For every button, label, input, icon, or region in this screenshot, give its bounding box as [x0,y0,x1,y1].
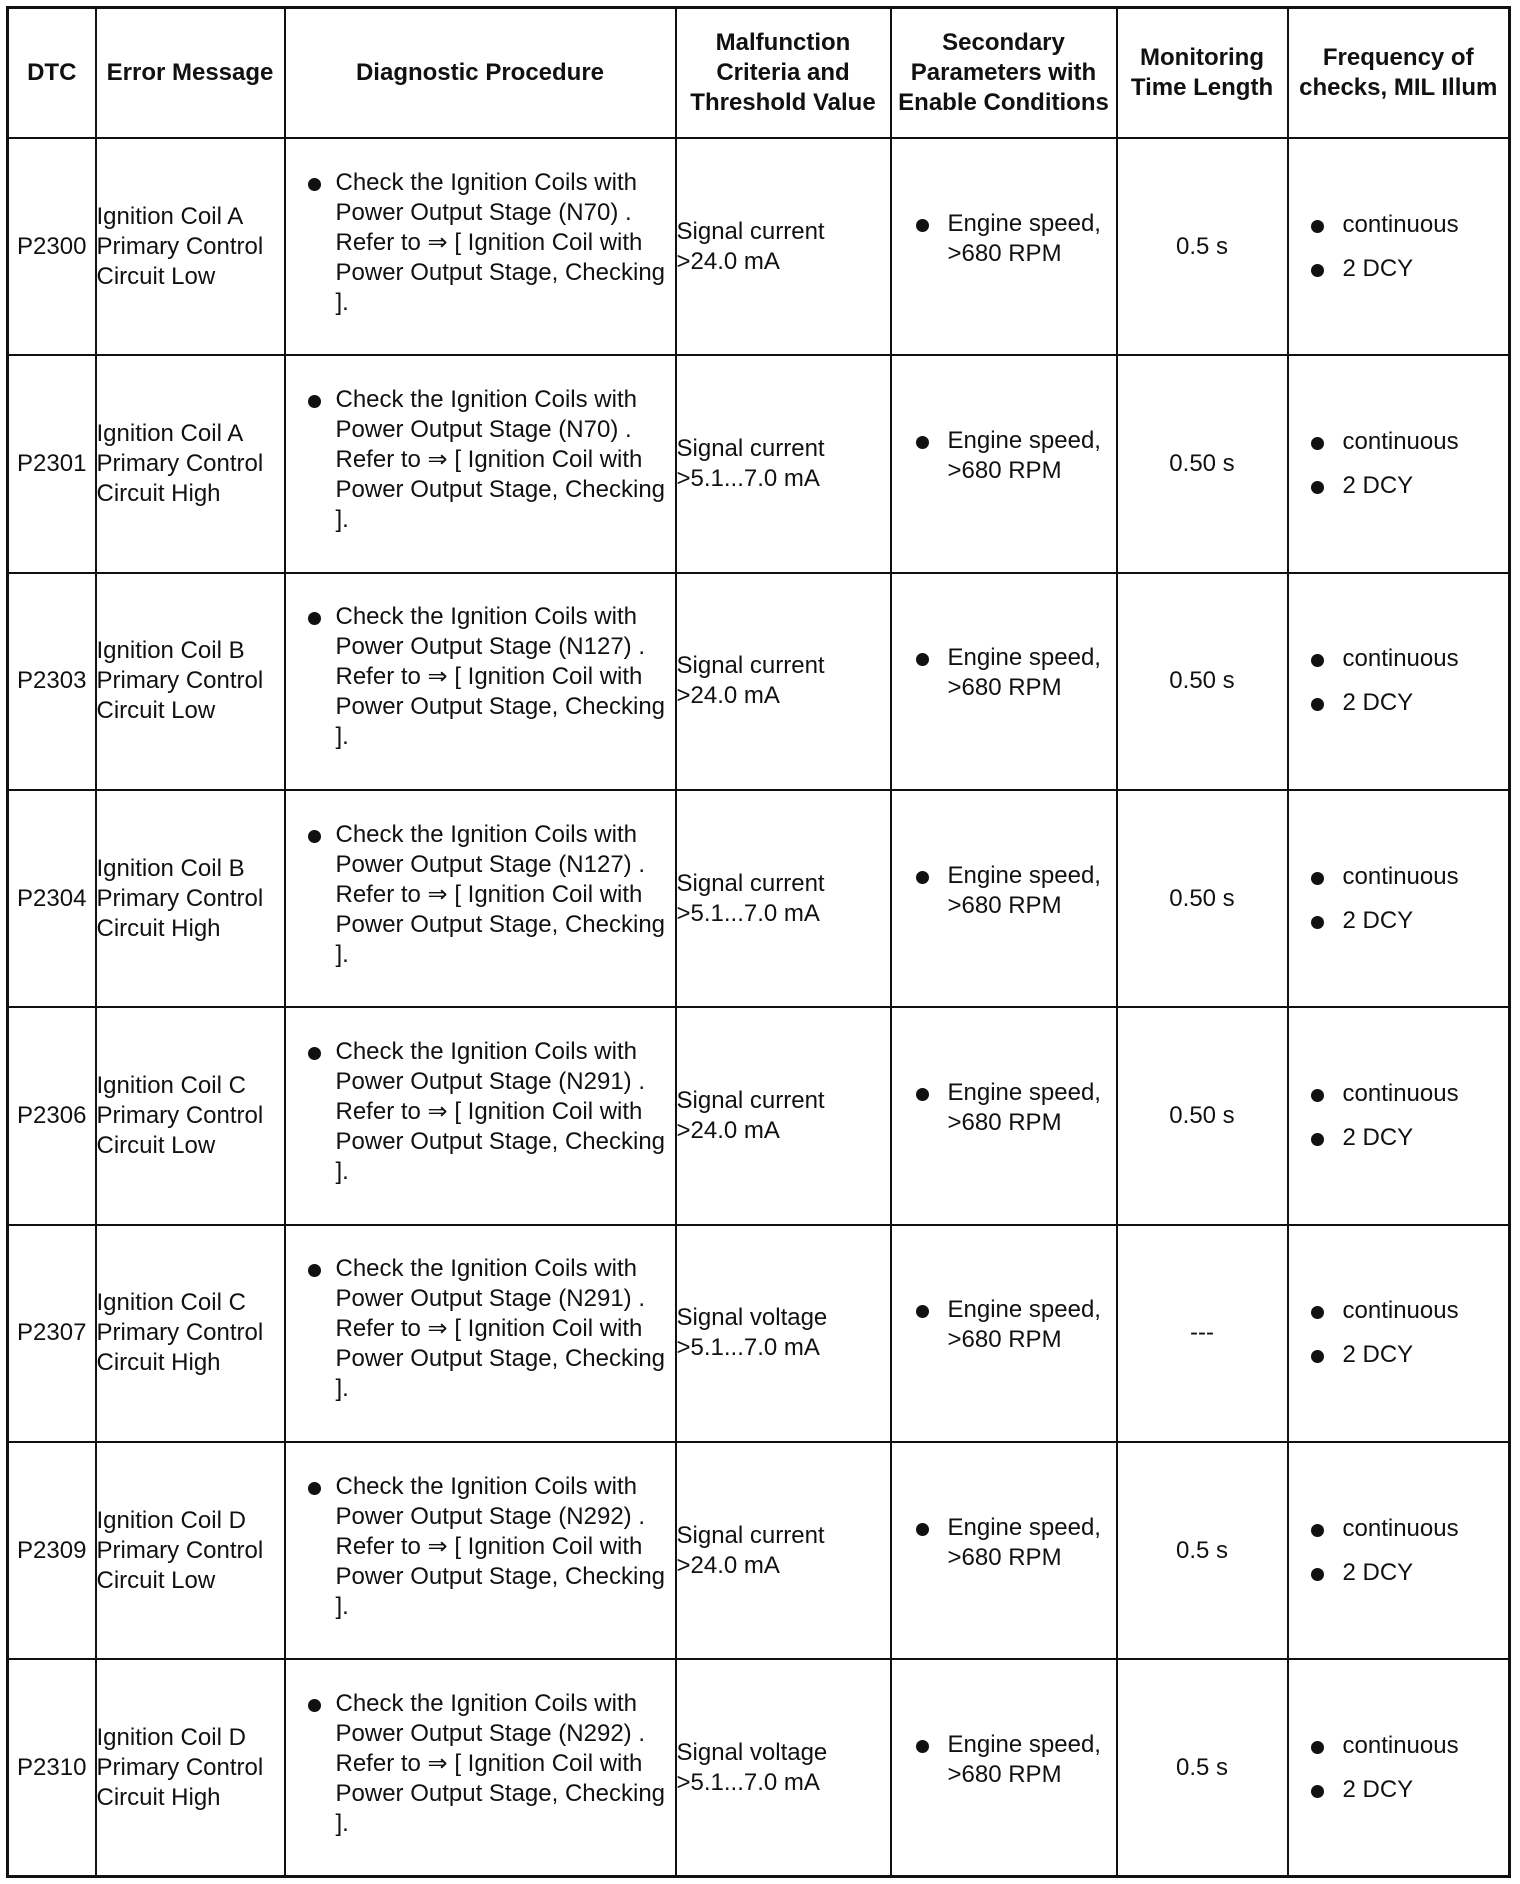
secondary-text: Engine speed, >680 RPM [947,1730,1101,1788]
mil-text: 2 DCY [1342,1558,1414,1586]
secondary-text: Engine speed, >680 RPM [947,861,1101,919]
bullet-icon [916,219,929,232]
threshold-value: Signal current >24.0 mA [676,138,891,355]
monitoring-time: 0.5 s [1117,1659,1288,1876]
frequency-mil [1288,1225,1510,1442]
header-row [8,8,1510,139]
bullet-icon [916,1305,929,1318]
bullet-icon [1311,220,1324,233]
frequency-text: continuous [1342,862,1459,890]
mil-text: 2 DCY [1342,689,1414,717]
error-message: Ignition Coil D Primary Control Circuit High [96,1659,285,1876]
bullet-icon [1311,654,1324,667]
header-secondary-parameters: Secondary Parameters with Enable Conditions [891,8,1117,139]
secondary-parameters [891,1442,1117,1659]
monitoring-time: 0.50 s [1117,790,1288,1007]
dtc-code: P2310 [8,1659,96,1876]
error-message: Ignition Coil C Primary Control Circuit Low [96,1007,285,1224]
bullet-icon [1311,1306,1324,1319]
threshold-value: Signal current >24.0 mA [676,573,891,790]
secondary-parameters [891,573,1117,790]
procedure-text: Check the Ignition Coils with Power Output Stage (N292) . Refer to ⇒ [ Ignition Coil with Power Output Stage, Checking ]. [335,1472,666,1620]
frequency-text: continuous [1342,1514,1459,1542]
diagnostic-procedure [285,1225,676,1442]
bullet-icon [1311,916,1324,929]
table-row [8,1659,1510,1876]
diagnostic-procedure [285,1007,676,1224]
table-row [8,355,1510,572]
secondary-parameters [891,1225,1117,1442]
dtc-code: P2301 [8,355,96,572]
frequency-mil [1288,355,1510,572]
frequency-text: continuous [1342,427,1459,455]
error-message: Ignition Coil A Primary Control Circuit High [96,355,285,572]
header-malfunction-criteria: Malfunction Criteria and Threshold Value [676,8,891,139]
frequency-mil [1288,790,1510,1007]
threshold-value: Signal current >24.0 mA [676,1007,891,1224]
bullet-icon [308,830,321,843]
monitoring-time: 0.50 s [1117,573,1288,790]
bullet-icon [916,871,929,884]
procedure-text: Check the Ignition Coils with Power Output Stage (N70) . Refer to ⇒ [ Ignition Coil with Power Output Stage, Checking ]. [335,385,666,533]
frequency-mil [1288,573,1510,790]
mil-text: 2 DCY [1342,906,1414,934]
frequency-mil [1288,1442,1510,1659]
table-row [8,1225,1510,1442]
bullet-icon [916,436,929,449]
diagnostic-procedure [285,355,676,572]
procedure-text: Check the Ignition Coils with Power Output Stage (N127) . Refer to ⇒ [ Ignition Coil with Power Output Stage, Checking ]. [335,603,666,751]
table-row [8,790,1510,1007]
bullet-icon [1311,1350,1324,1363]
bullet-icon [308,1047,321,1060]
table-row [8,138,1510,355]
monitoring-time: 0.50 s [1117,1007,1288,1224]
dtc-code: P2303 [8,573,96,790]
table-row [8,573,1510,790]
diagnostic-procedure [285,790,676,1007]
bullet-icon [916,653,929,666]
dtc-code: P2306 [8,1007,96,1224]
error-message: Ignition Coil B Primary Control Circuit High [96,790,285,1007]
secondary-parameters [891,355,1117,572]
bullet-icon [1311,1785,1324,1798]
bullet-icon [308,1264,321,1277]
secondary-text: Engine speed, >680 RPM [947,209,1101,267]
procedure-text: Check the Ignition Coils with Power Output Stage (N70) . Refer to ⇒ [ Ignition Coil with Power Output Stage, Checking ]. [335,168,666,316]
bullet-icon [1311,437,1324,450]
threshold-value: Signal voltage >5.1...7.0 mA [676,1225,891,1442]
bullet-icon [1311,872,1324,885]
diagnostic-procedure [285,138,676,355]
procedure-text: Check the Ignition Coils with Power Output Stage (N127) . Refer to ⇒ [ Ignition Coil with Power Output Stage, Checking ]. [335,820,666,968]
diagnostic-procedure [285,1442,676,1659]
secondary-parameters [891,1659,1117,1876]
diagnostic-procedure [285,573,676,790]
frequency-text: continuous [1342,210,1459,238]
dtc-code: P2307 [8,1225,96,1442]
mil-text: 2 DCY [1342,254,1414,282]
secondary-parameters [891,1007,1117,1224]
bullet-icon [1311,264,1324,277]
frequency-text: continuous [1342,645,1459,673]
table-row [8,1442,1510,1659]
threshold-value: Signal voltage >5.1...7.0 mA [676,1659,891,1876]
mil-text: 2 DCY [1342,471,1414,499]
bullet-icon [308,1699,321,1712]
bullet-icon [1311,1741,1324,1754]
mil-text: 2 DCY [1342,1123,1414,1151]
bullet-icon [1311,481,1324,494]
dtc-code: P2304 [8,790,96,1007]
monitoring-time: --- [1117,1225,1288,1442]
threshold-value: Signal current >5.1...7.0 mA [676,790,891,1007]
table-row [8,1007,1510,1224]
monitoring-time: 0.50 s [1117,355,1288,572]
frequency-text: continuous [1342,1297,1459,1325]
monitoring-time: 0.5 s [1117,138,1288,355]
frequency-text: continuous [1342,1731,1459,1759]
monitoring-time: 0.5 s [1117,1442,1288,1659]
secondary-text: Engine speed, >680 RPM [947,426,1101,484]
secondary-parameters [891,790,1117,1007]
error-message: Ignition Coil D Primary Control Circuit Low [96,1442,285,1659]
frequency-mil [1288,1007,1510,1224]
dtc-table [6,6,1511,1878]
secondary-text: Engine speed, >680 RPM [947,1078,1101,1136]
bullet-icon [916,1740,929,1753]
error-message: Ignition Coil B Primary Control Circuit Low [96,573,285,790]
bullet-icon [1311,1089,1324,1102]
bullet-icon [1311,1133,1324,1146]
bullet-icon [308,1482,321,1495]
header-dtc: DTC [8,8,96,139]
header-frequency: Frequency of checks, MIL Illum [1288,8,1510,139]
header-diagnostic-procedure: Diagnostic Procedure [285,8,676,139]
frequency-mil [1288,138,1510,355]
bullet-icon [1311,1568,1324,1581]
error-message: Ignition Coil A Primary Control Circuit Low [96,138,285,355]
header-error-message: Error Message [96,8,285,139]
bullet-icon [308,178,321,191]
header-monitoring-time: Monitoring Time Length [1117,8,1288,139]
bullet-icon [1311,698,1324,711]
mil-text: 2 DCY [1342,1341,1414,1369]
bullet-icon [308,612,321,625]
error-message: Ignition Coil C Primary Control Circuit High [96,1225,285,1442]
threshold-value: Signal current >5.1...7.0 mA [676,355,891,572]
bullet-icon [916,1088,929,1101]
frequency-text: continuous [1342,1079,1459,1107]
bullet-icon [1311,1524,1324,1537]
procedure-text: Check the Ignition Coils with Power Output Stage (N292) . Refer to ⇒ [ Ignition Coil with Power Output Stage, Checking ]. [335,1689,666,1837]
diagnostic-procedure [285,1659,676,1876]
mil-text: 2 DCY [1342,1775,1414,1803]
bullet-icon [308,395,321,408]
dtc-code: P2309 [8,1442,96,1659]
procedure-text: Check the Ignition Coils with Power Output Stage (N291) . Refer to ⇒ [ Ignition Coil with Power Output Stage, Checking ]. [335,1255,666,1403]
frequency-mil [1288,1659,1510,1876]
bullet-icon [916,1523,929,1536]
secondary-text: Engine speed, >680 RPM [947,1513,1101,1571]
dtc-code: P2300 [8,138,96,355]
procedure-text: Check the Ignition Coils with Power Output Stage (N291) . Refer to ⇒ [ Ignition Coil with Power Output Stage, Checking ]. [335,1037,666,1185]
secondary-parameters [891,138,1117,355]
secondary-text: Engine speed, >680 RPM [947,1296,1101,1354]
threshold-value: Signal current >24.0 mA [676,1442,891,1659]
secondary-text: Engine speed, >680 RPM [947,644,1101,702]
